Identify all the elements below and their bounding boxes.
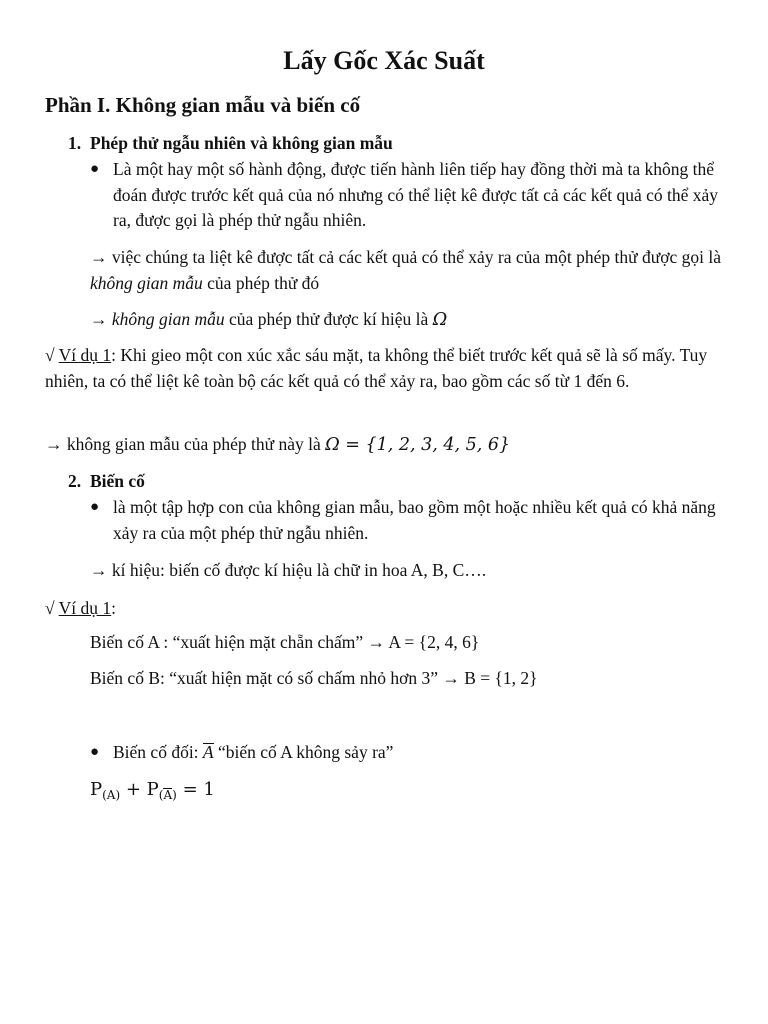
arrow-2-term: không gian mẫu [111,309,225,329]
section-2-title: Biến cố [90,471,145,491]
arrow-2-prefix: → [90,309,112,329]
check-icon: √ [45,598,59,618]
check-icon: √ [45,345,59,365]
bullet-icon: ● [90,161,100,177]
section-1-number: 1. [68,133,82,153]
example-1-text: : Khi gieo một con xúc xắc sáu mặt, ta không thể biết trước kết quả sẽ là số mấy. Tuy nhiên, ta có thể liệt kê toàn bộ các kết quả có thể xảy ra, bao gồm các số từ 1 đến 6. [45,345,708,391]
section-1-bullet [90,157,730,234]
complement-text [113,740,730,766]
event-a: Biến cố A : “xuất hiện mặt chẵn chấm” → A = {2, 4, 6} [90,632,480,652]
formula-sub1: (A) [102,788,121,802]
arrow-1-text-end: của phép thử đó [202,272,320,293]
formula-plus: + P [120,779,159,800]
formula-p1: P [90,779,103,800]
complement-description: “biến cố A không sảy ra” [213,742,394,762]
section-2-bullet [90,495,730,546]
section-1-title: Phép thử ngẫu nhiên và không gian mẫu [90,133,393,153]
formula-sub2-open: ( [158,788,164,802]
document-title: Lấy Gốc Xác Suất [283,46,485,75]
arrow-1-text: → việc chúng ta liệt kê được tất cả các kết quả có thể xảy ra của một phép thử được gọi là [90,247,722,267]
formula-sub2 [159,788,177,802]
section-2-arrow [90,558,730,584]
bullet-icon: ● [90,499,100,515]
section-1-arrow-2 [90,307,730,334]
section-2-bullet-text: là một tập hợp con của không gian mẫu, bao gồm một hoặc nhiều kết quả có khả năng xảy ra của một phép thử ngẫu nhiên. [113,497,716,543]
section-1-arrow-1 [90,245,730,296]
example-1-conclusion [45,432,725,459]
section-2-heading [68,469,145,493]
example-2-label: Ví dụ 1 [58,598,112,618]
part-heading: Phần I. Không gian mẫu và biến cố [45,93,361,117]
example-1-label: Ví dụ 1 [58,345,112,365]
formula-sub2-symbol: A [163,788,173,802]
example-2-colon: : [111,598,117,618]
complement-prefix: Biến cố đối: [113,742,203,762]
section-2-arrow-text: → kí hiệu: biến cố được kí hiệu là chữ in hoa A, B, C…. [90,560,487,580]
arrow-1-term: không gian mẫu [90,272,203,293]
formula-equals: = 1 [176,779,215,800]
complement-bullet [90,740,730,766]
bullet-icon: ● [90,744,100,760]
section-2-number: 2. [68,471,82,491]
example-1 [45,343,725,394]
section-1-bullet-text: Là một hay một số hành động, được tiến hành liên tiếp hay đồng thời mà ta không thể đoán được trước kết quả của nó nhưng có thể liệt kê được tất cả các kết quả có thể xảy ra, được gọi là phép thử ngẫu nhiên. [113,159,719,230]
arrow-2-text: của phép thử được kí hiệu là [224,309,433,329]
section-1-heading [68,131,393,155]
complement-symbol: A [202,742,214,762]
conclusion-text: → không gian mẫu của phép thử này là [45,434,326,454]
sample-space-formula: Ω = {1, 2, 3, 4, 5, 6} [325,435,511,455]
event-b: Biến cố B: “xuất hiện mặt có số chấm nhỏ hơn 3” → B = {1, 2} [90,668,538,688]
omega-symbol: Ω [432,310,448,330]
example-2-heading [45,596,725,622]
formula-sub2-close: ) [172,788,177,802]
probability-formula [90,776,215,809]
